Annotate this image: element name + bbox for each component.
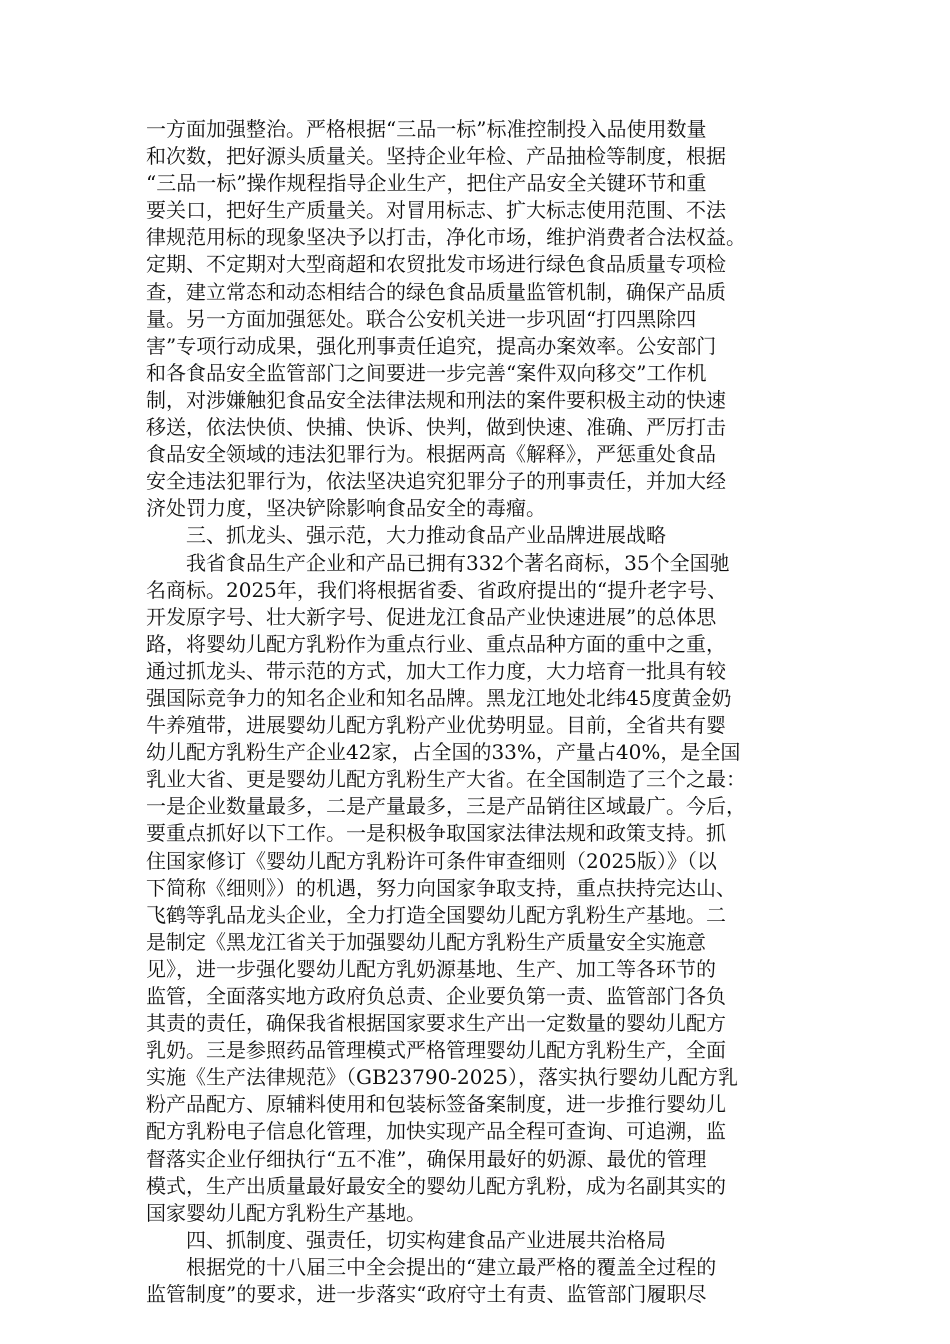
text-line: 见》，进一步强化婴幼儿配方乳奶源基地、生产、加工等各环节的 [146, 956, 716, 981]
text-line: 督落实企业仔细执行“五不准”，确保用最好的奶源、最优的管理 [146, 1146, 707, 1171]
text-line: 开发原字号、壮大新字号、促进龙江食品产业快速进展”的总体思 [146, 604, 717, 629]
text-line: 下简称《细则》）的机遇，努力向国家争取支持，重点扶持完达山、 [146, 875, 736, 900]
document-body [146, 116, 802, 1308]
text-line: 监管制度”的要求，进一步落实“政府守土有责、监管部门履职尽 [146, 1282, 707, 1307]
text-line: 名商标。2025年，我们将根据省委、省政府提出的“提升老字号、 [146, 577, 728, 602]
text-line: 牛养殖带，进展婴幼儿配方乳粉产业优势明显。目前，全省共有婴 [146, 713, 726, 738]
text-line: 和次数，把好源头质量关。坚持企业年检、产品抽检等制度，根据 [146, 144, 726, 169]
text-line: 查，建立常态和动态相结合的绿色食品质量监管机制，确保产品质 [146, 279, 726, 304]
text-line: 一是企业数量最多，二是产量最多，三是产品销往区域最广。今后， [146, 794, 746, 819]
text-line: 量。另一方面加强惩处。联合公安机关进一步巩固“打四黑除四 [146, 306, 697, 331]
text-line: 害”专项行动成果，强化刑事责任追究，提高办案效率。公安部门 [146, 333, 717, 358]
text-line: 幼儿配方乳粉生产企业42家，占全国的33%，产量占40%，是全国 [146, 740, 741, 765]
text-line: 粉产品配方、原辅料使用和包装标签备案制度，进一步推行婴幼儿 [146, 1092, 726, 1117]
text-line: 定期、不定期对大型商超和农贸批发市场进行绿色食品质量专项检 [146, 252, 726, 277]
text-line: 路，将婴幼儿配方乳粉作为重点行业、重点品种方面的重中之重， [146, 631, 726, 656]
text-line: 监管，全面落实地方政府负总责、企业要负第一责、监管部门各负 [146, 984, 726, 1008]
text-line: 住国家修订《婴幼儿配方乳粉许可条件审查细则（2025版）》（以 [146, 848, 717, 873]
text-line: 其责的责任，确保我省根据国家要求生产出一定数量的婴幼儿配方 [146, 1011, 726, 1036]
text-line: 安全违法犯罪行为，依法坚决追究犯罪分子的刑事责任，并加大经 [146, 469, 726, 494]
text-line: 是制定《黑龙江省关于加强婴幼儿配方乳粉生产质量安全实施意 [146, 929, 706, 954]
text-line: 乳奶。三是参照药品管理模式严格管理婴幼儿配方乳粉生产，全面 [146, 1038, 726, 1063]
text-line: 和各食品安全监管部门之间要进一步完善“案件双向移交”工作机 [146, 360, 707, 385]
text-line: 飞鹤等乳品龙头企业，全力打造全国婴幼儿配方乳粉生产基地。二 [146, 902, 726, 927]
text-line: 济处罚力度，坚决铲除影响食品安全的毒瘤。 [146, 496, 546, 521]
text-line: 四、抓制度、强责任，切实构建食品产业进展共治格局 [186, 1227, 666, 1252]
text-line: 我省食品生产企业和产品已拥有332个著名商标，35个全国驰 [186, 550, 730, 575]
text-line: 移送，依法快侦、快捕、快诉、快判，做到快速、准确、严厉打击 [146, 415, 726, 440]
text-line: 三、抓龙头、强示范，大力推动食品产业品牌进展战略 [186, 523, 666, 548]
text-line: 食品安全领域的违法犯罪行为。根据两高《解释》，严惩重处食品 [146, 442, 716, 467]
text-line: 律规范用标的现象坚决予以打击，净化市场，维护消费者合法权益。 [146, 225, 746, 250]
text-line: 配方乳粉电子信息化管理，加快实现产品全程可查询、可追溯，监 [146, 1119, 726, 1144]
text-line: 强国际竞争力的知名企业和知名品牌。黑龙江地处北纬45度黄金奶 [146, 685, 732, 710]
text-line: 模式，生产出质量最好最安全的婴幼儿配方乳粉，成为名副其实的 [146, 1173, 726, 1198]
text-line: 要关口，把好生产质量关。对冒用标志、扩大标志使用范围、不法 [146, 198, 726, 223]
text-line: 根据党的十八届三中全会提出的“建立最严格的覆盖全过程的 [186, 1254, 717, 1279]
text-line: 通过抓龙头、带示范的方式，加大工作力度，大力培育一批具有较 [146, 658, 726, 683]
text-line: “三品一标”操作规程指导企业生产，把住产品安全关键环节和重 [146, 171, 707, 196]
text-line: 要重点抓好以下工作。一是积极争取国家法律法规和政策支持。抓 [146, 821, 726, 846]
text-line: 实施《生产法律规范》（GB23790-2025），落实执行婴幼儿配方乳 [146, 1065, 738, 1090]
text-line: 国家婴幼儿配方乳粉生产基地。 [146, 1200, 426, 1225]
text-line: 制，对涉嫌触犯食品安全法律法规和刑法的案件要积极主动的快速 [146, 387, 726, 412]
text-line: 乳业大省、更是婴幼儿配方乳粉生产大省。在全国制造了三个之最： [146, 767, 746, 792]
text-line: 一方面加强整治。严格根据“三品一标”标准控制投入品使用数量 [146, 117, 707, 141]
